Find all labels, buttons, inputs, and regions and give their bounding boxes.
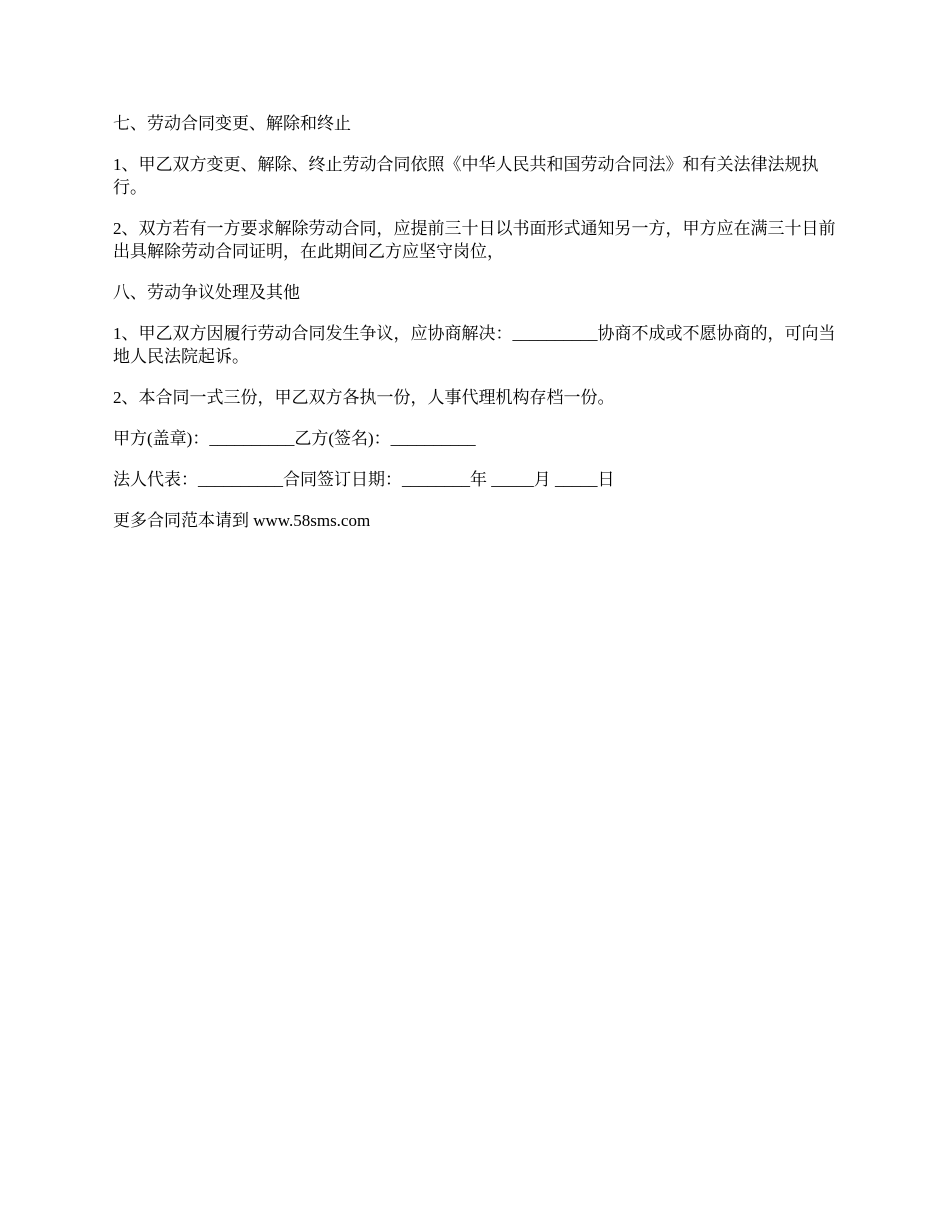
section-7-heading: 七、劳动合同变更、解除和终止 [113, 114, 351, 133]
signature-line: 甲方(盖章)：__________乙方(签名)：__________ [113, 429, 476, 448]
representative-date-line: 法人代表：__________合同签订日期：________年 _____月 _____日 [113, 470, 615, 489]
document-body [113, 112, 843, 550]
footer-link-text: 更多合同范本请到 www.58sms.com [113, 511, 371, 530]
section-7-item-2: 2、双方若有一方要求解除劳动合同，应提前三十日以书面形式通知另一方，甲方应在满三十日前出具解除劳动合同证明，在此期间乙方应坚守岗位， [113, 219, 836, 261]
section-8-item-2: 2、本合同一式三份，甲乙双方各执一份，人事代理机构存档一份。 [113, 388, 615, 407]
section-8-item-1: 1、甲乙双方因履行劳动合同发生争议，应协商解决：__________协商不成或不愿协商的，可向当地人民法院起诉。 [113, 324, 836, 366]
section-8-heading: 八、劳动争议处理及其他 [113, 283, 300, 302]
section-7-item-1: 1、甲乙双方变更、解除、终止劳动合同依照《中华人民共和国劳动合同法》和有关法律法规执行。 [113, 155, 819, 197]
